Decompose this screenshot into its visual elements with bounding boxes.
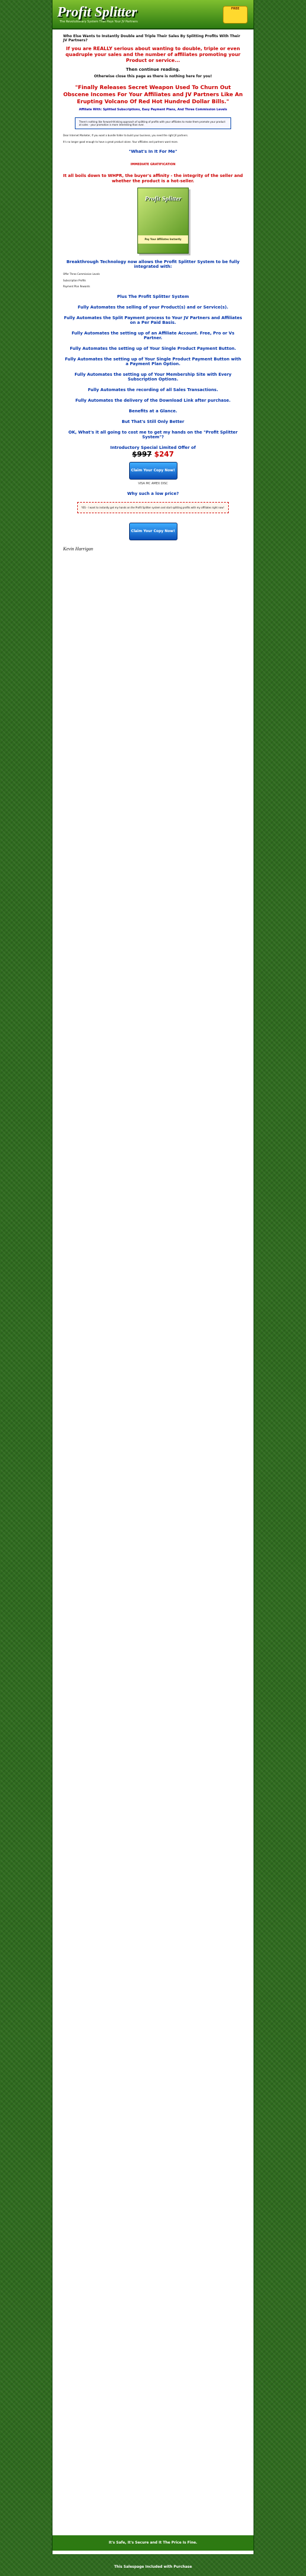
integration-item: Offer Three Commission Levels [63,273,100,275]
intro-headline: Who Else Wants to Instantly Double and Triple Their Sales By Splitting Profits With Their JV Partners? [63,34,241,42]
what-title: "What's In It For Me" [129,149,177,154]
old-price: $997 [132,449,152,458]
feature-section: Fully Automates the setting up of Your Membership Site with Every Subscription Options. [74,372,232,382]
quote-box: There's nothing like forward-thinking approach of splitting of profits with your affiliates to make them promote your product at sales - your promotion is more interesting than ever. [75,117,231,129]
offer [63,445,243,485]
feature-section: Fully Automates the setting up of Your Single Product Payment Button with a Payment Plan Option. [65,356,241,366]
offer-label: Introductory Special Limited Offer of [110,445,196,450]
highlight-red: It all boils down to WHPR, the buyer's affinity - the integrity of the seller and whether the product is a hot-seller. [63,173,243,183]
header [52,0,254,29]
feature-section: Fully Automates the Split Payment process to Your JV Partners and Affiliates on a Per Paid Basis. [64,315,242,325]
bottom-caption: This Salespage Included with Purchase [114,2565,192,2569]
free-badge: FREE [223,6,248,24]
footer: It's Safe, It's Secure and It The Price Is Fine. [52,2535,254,2551]
order-button-wrap [63,519,243,540]
content [52,29,254,559]
product-stripe: Pay Your Affiliates Instantly [138,235,188,244]
plus-title: Plus The Profit Splitter System [117,294,189,299]
intro-close: Otherwise close this page as there is nothing here for you! [94,74,212,78]
bonus-title: But That's Still Only Better [121,419,185,424]
feature-section: Fully Automates the setting up of Your Single Product Payment Button. [70,346,236,351]
body-paragraph: Dear Internet Marketer, If you want a bundle folder to build your business, you need the right JV partners. [63,134,189,137]
sales-page [52,0,254,2554]
integration-item: Payment Plan Rewards [63,285,90,288]
feature-section: Fully Automates the selling of your Product(s) and or Service(s). [77,304,229,310]
order-box: YES - I want to instantly get my hands on the Profit Splitter system and start splitting profits with my affiliates right now! [77,502,229,513]
body-paragraph: It's no longer good enough to have a great product alone. Your affiliates and partners want more. [63,140,179,143]
card-logos: VISA MC AMEX DISC [138,481,168,485]
main-subhead: Affiliate With: Splitted Subscriptions, Easy Payment Plans, And Three Commission Levels [78,108,228,111]
logo: Profit Splitter [57,5,137,20]
product-title: Profit Splitter [144,195,182,202]
feature-section: Fully Automates the setting up of an Affiliate Account. Free, Pro or Vs Partner. [71,330,235,340]
ok-title: OK, What's it all going to cost me to get my hands on the "Profit Splitter System"? [68,429,238,439]
new-price: $247 [154,449,174,458]
main-headline: "Finally Releases Secret Weapon Used To Churn Out Obscene Incomes For Your Affiliates and JV Partners Like An Erupting Volcano Of Red Hot Hundred Dollar Bills." [63,85,243,105]
offer-price [63,450,243,458]
header-tagline: The Revolutionary System That Pays Your JV Partners [60,20,138,24]
immediate-gratification: IMMEDIATE GRATIFICATION [130,163,176,166]
feature-section: Fully Automates the delivery of the Download Link after purchase. [75,398,231,403]
intro-continue: Then continue reading. [126,67,180,72]
feature-section: Fully Automates the recording of all Sales Transactions. [88,387,218,392]
signature: Kevin Harrigan [63,546,93,552]
claim-copy-button[interactable]: Claim Your Copy Now! [129,462,177,480]
product-box-image [137,188,189,254]
benefits-title: Benefits at a Glance. [129,408,177,414]
breakthrough-title: Breakthrough Technology now allows the Profit Splitter System to be fully integrated with: [66,260,240,269]
integration-item: Subscription Profits [63,278,86,282]
claim-copy-button[interactable]: Claim Your Copy Now! [129,523,177,540]
intro-hook: If you are REALLY serious about wanting to double, triple or even quadruple your sales and the number of affiliates promoting your Product or service... [65,46,241,63]
why-title: Why such a low price? [127,491,179,496]
